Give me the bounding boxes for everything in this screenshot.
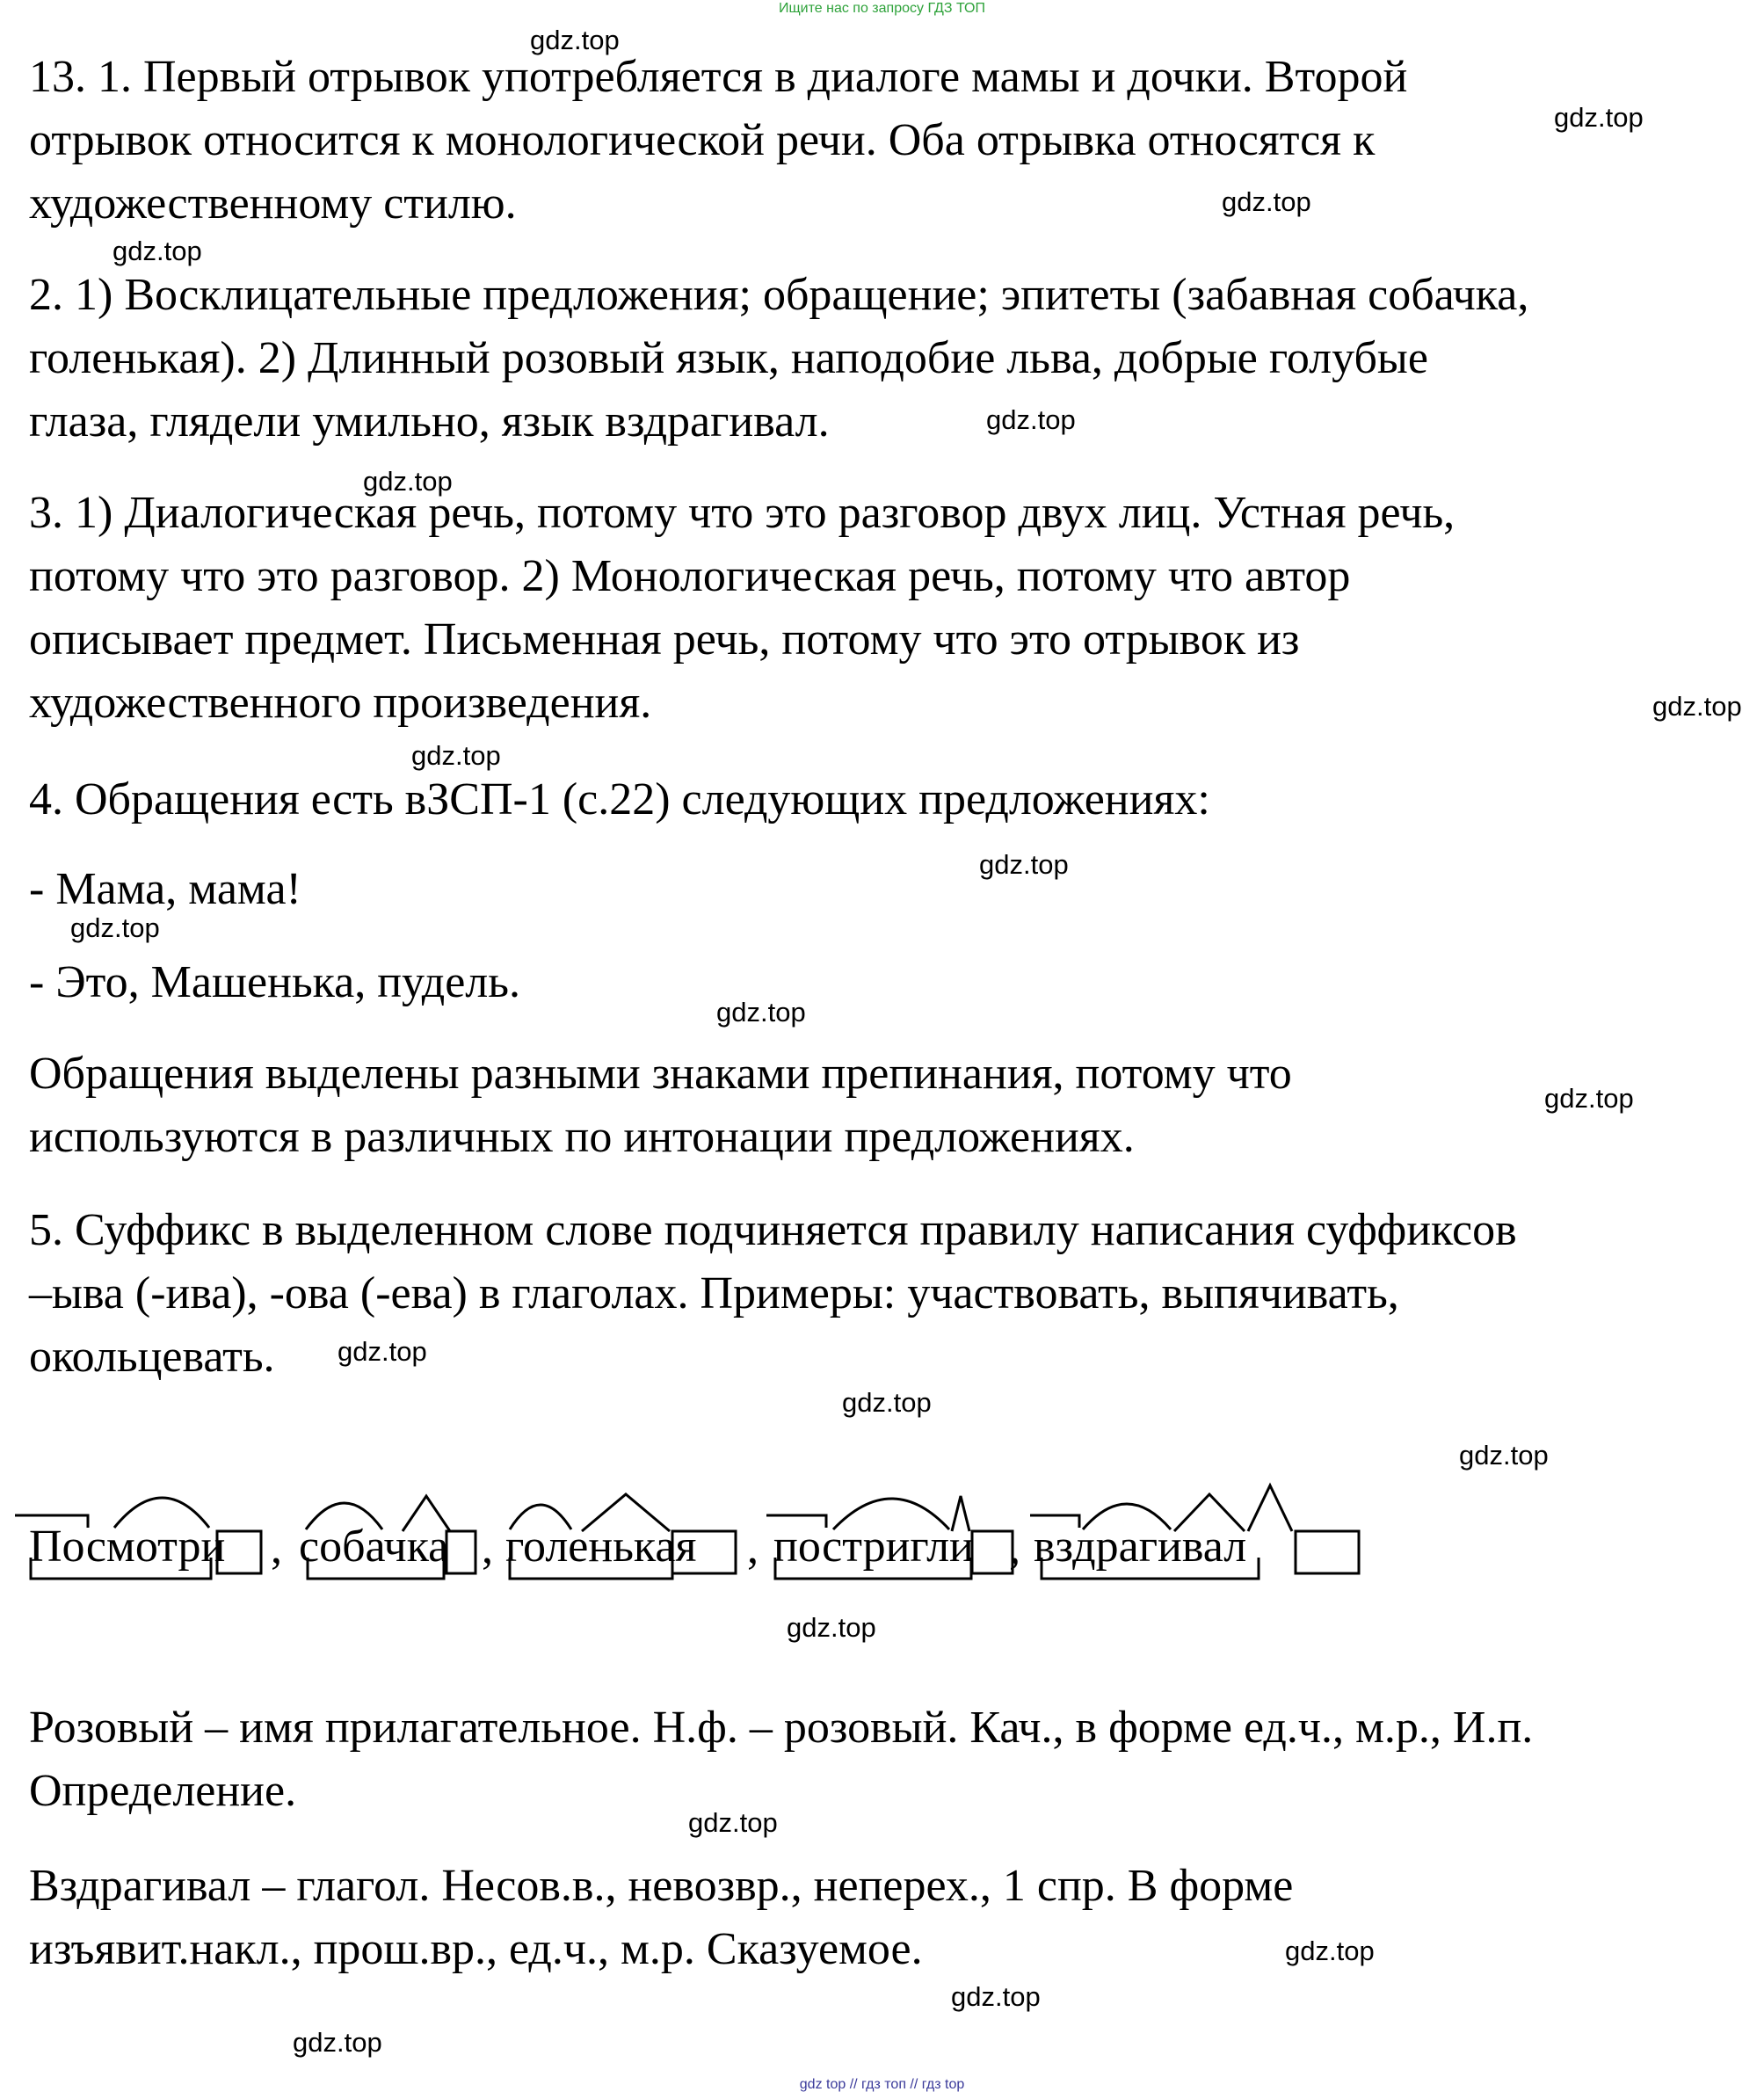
watermark: gdz.top [113,236,202,266]
bottom-footer: gdz top // гдз топ // гдз top [799,2077,965,2092]
suffix-mark [582,1494,670,1531]
text-line: - Это, Машенька, пудель. [29,957,520,1007]
suffix-mark [403,1496,450,1531]
morph-word-sobachka: собачка [299,1522,449,1572]
watermark: gdz.top [1554,102,1644,133]
ending-box [972,1531,1013,1573]
text-line: –ыва (-ива), -ова (-ева) в глаголах. Примеры: участвовать, выпячивать, [29,1268,1399,1318]
root-arc [114,1498,209,1528]
text-line: изъявит.накл., прош.вр., ед.ч., м.р. Сказуемое. [29,1924,923,1974]
watermark: gdz.top [411,740,501,771]
stem-bracket [308,1558,444,1579]
watermark: gdz.top [787,1612,876,1643]
text-line: Розовый – имя прилагательное. Н.ф. – розовый. Кач., в форме ед.ч., м.р., И.п. [29,1703,1534,1753]
text-line: - Мама, мама! [29,864,301,914]
prefix-mark [15,1515,88,1528]
text-line: используются в различных по интонации предложениях. [29,1112,1135,1162]
text-line: 13. 1. Первый отрывок употребляется в диалоге мамы и дочки. Второй [29,52,1408,102]
text-line: описывает предмет. Письменная речь, потому что это отрывок из [29,614,1300,665]
text-line: художественному стилю. [29,178,517,229]
ending-box [446,1531,475,1573]
text-line: потому что это разговор. 2) Монологическая речь, потому что автор [29,551,1351,601]
text-line: Определение. [29,1766,297,1816]
morph-word-vzdragival: вздрагивал [1034,1522,1247,1572]
root-arc [510,1505,571,1529]
morph-word-golenkaya: голенькая [505,1522,697,1572]
watermark: gdz.top [688,1807,778,1838]
ending-box [217,1531,261,1573]
watermark: gdz.top [716,997,806,1028]
text-line: 2. 1) Восклицательные предложения; обращение; эпитеты (забавная собачка, [29,270,1529,320]
watermark: gdz.top [1459,1440,1549,1471]
ending-box [1296,1531,1359,1573]
watermark: gdz.top [530,25,620,55]
suffix-mark [1174,1494,1245,1531]
ending-box [672,1531,736,1573]
root-arc [833,1499,949,1529]
watermark: gdz.top [986,404,1076,435]
watermark: gdz.top [951,1981,1041,2012]
prefix-mark [766,1515,826,1528]
text-line: отрывок относится к монологической речи. Оба отрывка относятся к [29,115,1376,165]
text-line: 3. 1) Диалогическая речь, потому что это разговор двух лиц. Устная речь, [29,488,1455,538]
watermark: gdz.top [1285,1936,1375,1966]
watermark: gdz.top [363,466,453,497]
stem-bracket [775,1558,971,1579]
text-line: 5. Суффикс в выделенном слове подчиняется правилу написания суффиксов [29,1205,1517,1255]
watermark: gdz.top [70,912,160,943]
morph-separator: , [271,1523,282,1573]
text-line: глаза, глядели умильно, язык вздрагивал. [29,396,830,447]
text-line: Вздрагивал – глагол. Несов.в., невозвр., неперех., 1 спр. В форме [29,1861,1294,1911]
morph-separator: , [1009,1523,1020,1573]
stem-bracket [31,1558,211,1579]
stem-bracket [1042,1558,1259,1579]
text-line: художественного произведения. [29,678,652,728]
watermark: gdz.top [1652,691,1742,722]
watermark: gdz.top [338,1336,427,1367]
morph-separator: , [747,1523,759,1573]
morph-word-postrigli: постригли [773,1522,974,1572]
watermark: gdz.top [293,2027,382,2058]
suffix-mark [952,1496,969,1531]
stem-bracket [510,1558,672,1579]
suffix-mark [1248,1485,1292,1531]
watermark: gdz.top [1222,186,1311,217]
root-arc [1083,1504,1171,1529]
text-line: голенькая). 2) Длинный розовый язык, наподобие льва, добрые голубые [29,333,1428,383]
watermark: gdz.top [979,849,1069,880]
watermark: gdz.top [1544,1083,1634,1114]
text-line: 4. Обращения есть вЗСП-1 (с.22) следующих предложениях: [29,774,1210,824]
morph-separator: , [482,1523,493,1573]
top-banner: Ищите нас по запросу ГДЗ ТОП [779,1,985,16]
root-arc [306,1503,382,1529]
morph-word-posmotri: Посмотри [29,1522,226,1572]
watermark: gdz.top [842,1387,932,1418]
prefix-mark [1030,1515,1079,1528]
text-line: Обращения выделены разными знаками препинания, потому что [29,1049,1292,1099]
text-line: окольцевать. [29,1332,275,1382]
